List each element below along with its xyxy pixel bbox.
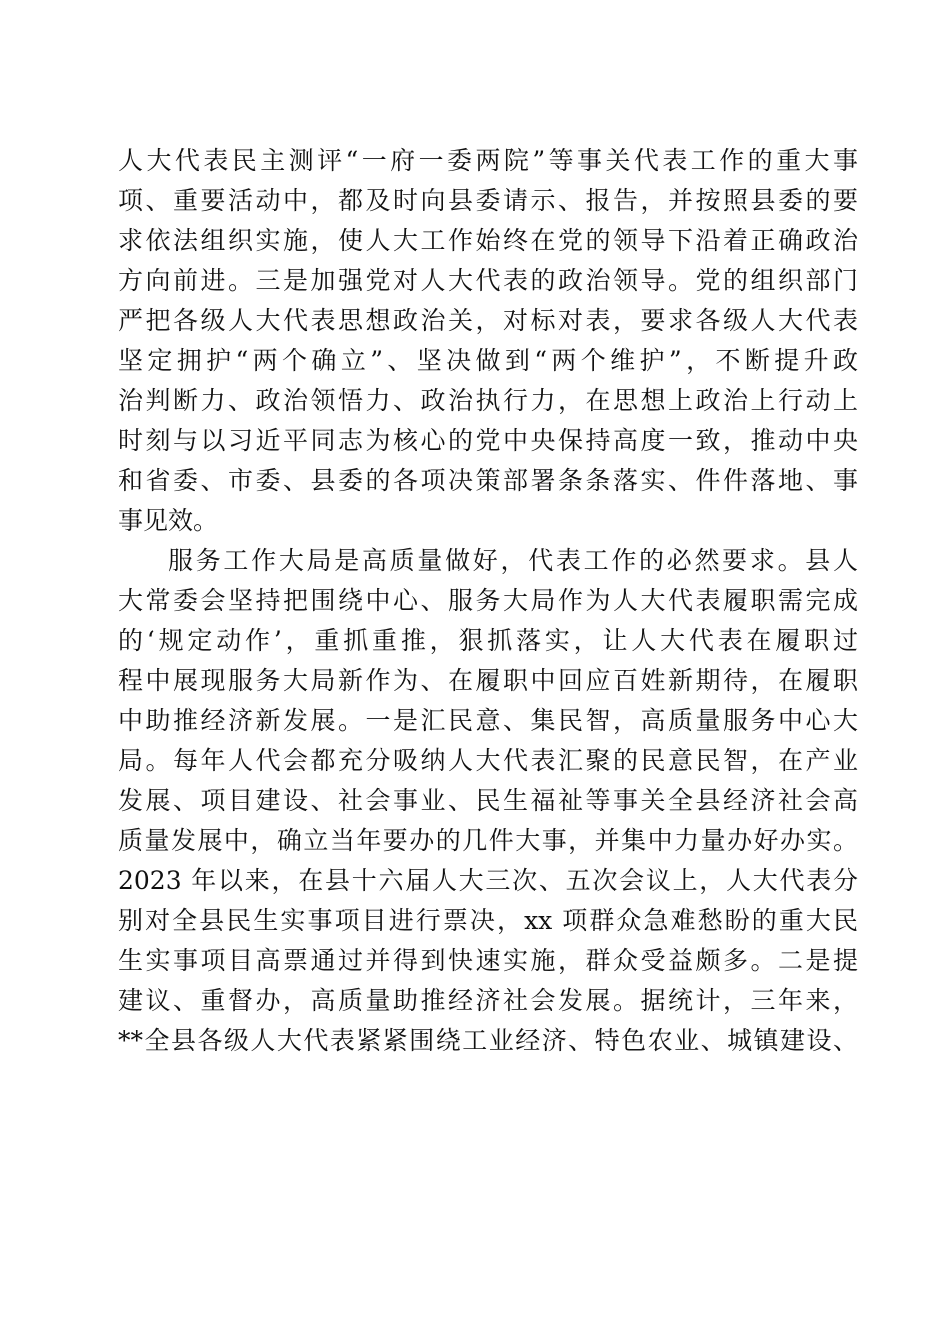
text-line: 服务工作大局是高质量做好，代表工作的必然要求。县人 xyxy=(168,546,858,575)
text-line: 时刻与以习近平同志为核心的党中央保持高度一致，推动中央 xyxy=(118,426,858,455)
text-line: 治判断力、政治领悟力、政治执行力，在思想上政治上行动上 xyxy=(118,386,858,415)
text-line: 求依法组织实施，使人大工作始终在党的领导下沿着正确政治 xyxy=(118,226,858,255)
text-line: 坚定拥护“两个确立”、坚决做到“两个维护”，不断提升政 xyxy=(118,346,858,375)
text-line: 人大代表民主测评“一府一委两院”等事关代表工作的重大事 xyxy=(118,146,858,175)
text-line: 的‘规定动作’，重抓重推，狠抓落实，让人大代表在履职过 xyxy=(118,626,858,655)
text-line: 生实事项目高票通过并得到快速实施，群众受益颇多。二是提 xyxy=(118,946,858,975)
text-line: 大常委会坚持把围绕中心、服务大局作为人大代表履职需完成 xyxy=(118,586,858,615)
text-line: 建议、重督办，高质量助推经济社会发展。据统计，三年来， xyxy=(118,986,858,1015)
text-line: 质量发展中，确立当年要办的几件大事，并集中力量办好办实。 xyxy=(118,826,858,855)
body-text xyxy=(118,141,858,1061)
paragraph-1 xyxy=(118,141,858,541)
text-line: 程中展现服务大局新作为、在履职中回应百姓新期待，在履职 xyxy=(118,666,858,695)
text-line: 事见效。 xyxy=(118,506,219,535)
text-line: **全县各级人大代表紧紧围绕工业经济、特色农业、城镇建设、 xyxy=(118,1026,858,1055)
text-line: 发展、项目建设、社会事业、民生福祉等事关全县经济社会高 xyxy=(118,786,858,815)
paragraph-2 xyxy=(118,541,858,1061)
text-line: 别对全县民生实事项目进行票决，xx 项群众急难愁盼的重大民 xyxy=(118,906,858,935)
text-line: 局。每年人代会都充分吸纳人大代表汇聚的民意民智，在产业 xyxy=(118,746,858,775)
text-line: 和省委、市委、县委的各项决策部署条条落实、件件落地、事 xyxy=(118,466,858,495)
text-line: 严把各级人大代表思想政治关，对标对表，要求各级人大代表 xyxy=(118,306,858,335)
text-line: 2023 年以来，在县十六届人大三次、五次会议上，人大代表分 xyxy=(118,866,858,895)
text-line: 项、重要活动中，都及时向县委请示、报告，并按照县委的要 xyxy=(118,186,858,215)
text-line: 中助推经济新发展。一是汇民意、集民智，高质量服务中心大 xyxy=(118,706,858,735)
text-line: 方向前进。三是加强党对人大代表的政治领导。党的组织部门 xyxy=(118,266,858,295)
